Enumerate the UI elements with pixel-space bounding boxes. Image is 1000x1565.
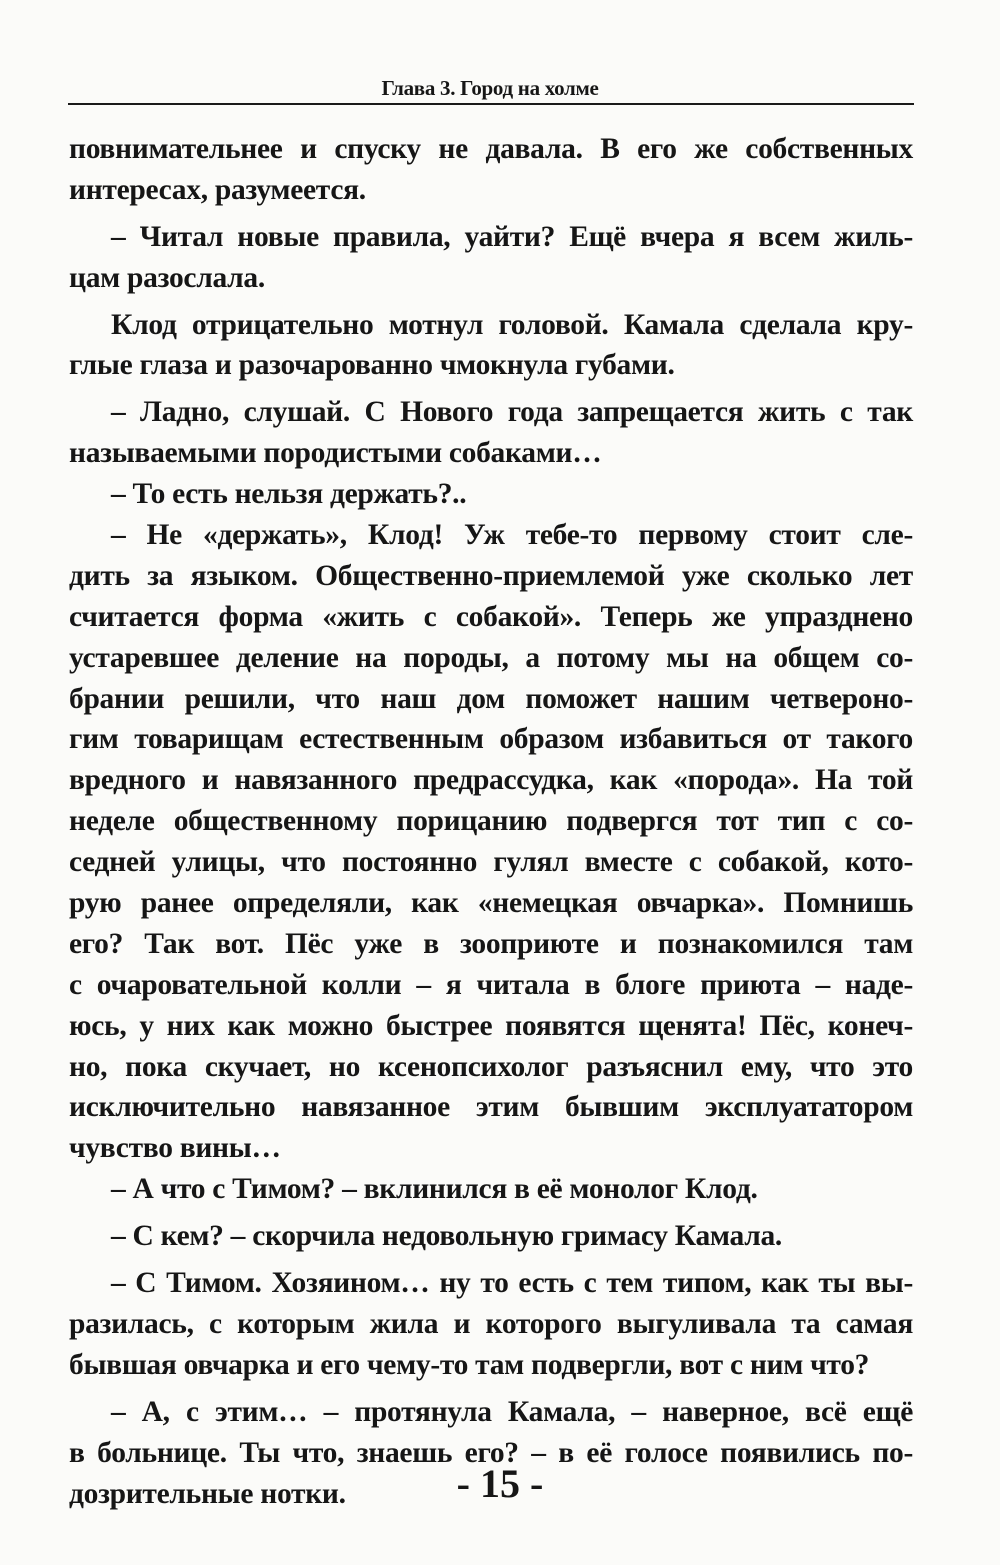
text-line: дить за языком. Общественно-приемлемой уже сколько лет [69,559,913,592]
text-line: неделе общественному порицанию подвергся тот тип с со- [69,805,913,838]
text-line: – С Тимом. Хозяином… ну то есть с тем типом, как ты вы- [111,1267,913,1300]
paragraph [69,515,913,1169]
text-line: брании решили, что наш дом поможет нашим четвероно- [69,682,913,715]
paragraph [69,305,913,387]
text-line: считается форма «жить с собакой». Теперь же упразднено [69,600,913,633]
paragraph [69,1216,913,1257]
text-line: глые глаза и разочарованно чмокнула губами. [69,349,675,382]
body-text [69,129,913,1514]
text-line: повнимательнее и спуску не давала. В его же собственных [69,133,913,165]
text-line: седней улицы, что постоянно гулял вместе с собакой, кото- [69,846,913,879]
text-line: чувство вины… [69,1132,281,1165]
text-line: дозрительные нотки. [69,1477,346,1510]
text-line: юсь, у них как можно быстрее появятся щенята! Пёс, конеч- [69,1009,913,1042]
header-rule [68,103,914,105]
text-line: – С кем? – скорчила недовольную гримасу Камала. [111,1220,782,1253]
text-line: называемыми породистыми собаками… [69,437,602,470]
paragraph [69,474,913,515]
text-line: разилась, с которым жила и которого выгуливала та самая [69,1307,913,1340]
text-line: – А, с этим… – протянула Камала, – наверное, всё ещё [111,1395,913,1428]
paragraph [69,1263,913,1386]
text-line: с очаровательной колли – я читала в блоге приюта – наде- [69,968,913,1001]
running-head: Глава 3. Город на холме [381,76,599,100]
text-line: – Не «держать», Клод! Уж тебе-то первому стоит сле- [111,519,913,552]
text-line: исключительно навязанное этим бывшим эксплуататором [69,1091,913,1124]
paragraph [69,217,913,299]
text-line: – А что с Тимом? – вклинился в её монолог Клод. [111,1173,758,1206]
page-number: - 15 - [456,1461,544,1506]
paragraph [69,129,913,211]
paragraph [69,1169,913,1210]
text-line: – То есть нельзя держать?.. [111,478,467,511]
text-line: интересах, разумеется. [69,173,366,206]
text-line: – Ладно, слушай. С Нового года запрещается жить с так [111,396,913,429]
text-line: в больнице. Ты что, знаешь его? – в её голосе появились по- [69,1436,913,1469]
text-line: Клод отрицательно мотнул головой. Камала сделала кру- [111,308,913,341]
text-line: гим товарищам естественным образом избавиться от такого [69,723,913,756]
text-line: бывшая овчарка и его чему-то там подвергли, вот с ним что? [69,1348,870,1381]
text-line: вредного и навязанного предрассудка, как «порода». На той [69,764,913,797]
paragraph [69,392,913,474]
text-line: но, пока скучает, но ксенопсихолог разъяснил ему, что это [69,1050,913,1083]
text-line: цам разослала. [69,261,265,294]
text-line: устаревшее деление на породы, а потому мы на общем со- [69,641,913,674]
text-line: – Читал новые правила, уайти? Ещё вчера я всем жиль- [111,220,913,253]
text-line: рую ранее определяли, как «немецкая овчарка». Помнишь [69,887,913,920]
text-line: его? Так вот. Пёс уже в зооприюте и познакомился там [69,927,913,960]
